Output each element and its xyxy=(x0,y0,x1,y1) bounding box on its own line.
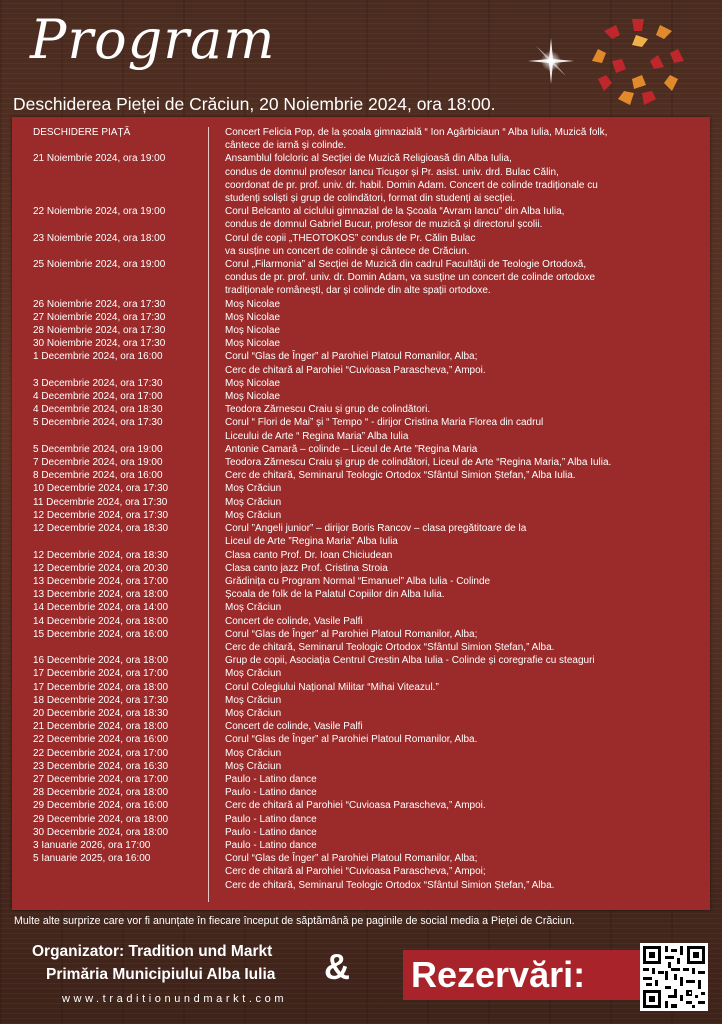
schedule-event: Teodora Zărnescu Craiu și grup de colindători, Liceul de Arte “Regina Maria,” Alba Iulia. xyxy=(225,457,612,469)
schedule-event: Antonie Camară – colinde – Liceul de Arte ”Regina Maria xyxy=(225,443,478,455)
schedule-date: 12 Decembrie 2024, ora 20:30 xyxy=(33,562,169,574)
schedule-row xyxy=(30,733,700,746)
schedule-event: Școala de folk de la Palatul Copiilor din Alba Iulia. xyxy=(225,589,445,601)
schedule-event: Corul Belcanto al ciclului gimnazial de la Școala “Avram Iancu” din Alba Iulia, condus de domnul Gabriel Bucur, profesor de muzică și directorul școlii. xyxy=(225,206,565,231)
schedule-row xyxy=(30,667,700,680)
schedule-event: Paulo - Latino dance xyxy=(225,826,317,838)
schedule-date: 20 Decembrie 2024, ora 18:30 xyxy=(33,707,169,719)
website-link[interactable]: www.traditionundmarkt.com xyxy=(62,993,288,1005)
schedule-event: Moș Nicolae xyxy=(225,391,281,403)
schedule-event: Concert Felicia Pop, de la școala gimnazială “ Ion Agârbiciaun “ Alba Iulia, Muzică folk, cântece de iarnă și colinde. xyxy=(225,127,608,152)
schedule-date: 1 Decembrie 2024, ora 16:00 xyxy=(33,351,163,363)
schedule-event: Clasa canto jazz Prof. Cristina Stroia xyxy=(225,562,388,574)
schedule-event: Paulo - Latino dance xyxy=(225,773,317,785)
schedule-date: 5 Decembrie 2024, ora 19:00 xyxy=(33,443,163,455)
schedule-event: Corul „Filarmonia” al Secției de Muzică din cadrul Facultății de Teologie Ortodoxă, condus de pr. prof. univ. dr. Domin Adam, va susține un concert de colinde ortodoxe tradiționale românești, dar și colinde din alte spații ortodoxe. xyxy=(225,259,596,297)
schedule-date: 22 Decembrie 2024, ora 17:00 xyxy=(33,747,169,759)
schedule-row xyxy=(30,126,700,152)
schedule-row xyxy=(30,813,700,826)
schedule-date: 12 Decembrie 2024, ora 18:30 xyxy=(33,523,169,535)
schedule-date: 29 Decembrie 2024, ora 16:00 xyxy=(33,800,169,812)
organizer-line-1: Organizator: Tradition und Markt xyxy=(32,943,273,960)
schedule-row xyxy=(30,799,700,812)
schedule-event: Corul “Glas de Înger” al Parohiei Platoul Romanilor, Alba; Cerc de chitară al Parohiei “Cuvioasa Parascheva,” Ampoi; Cerc de chitară, Seminarul Teologic Ortodox “Sfântul Simion Ștefan,” Alba. xyxy=(225,853,555,891)
schedule-row xyxy=(30,760,700,773)
schedule-event: Corul “ Flori de Mai” și “ Tempo “ - dirijor Cristina Maria Florea din cadrul Liceului de Arte “ Regina Maria” Alba Iulia xyxy=(225,417,544,442)
schedule-date: 23 Noiembrie 2024, ora 18:00 xyxy=(33,232,166,244)
schedule-date: 4 Decembrie 2024, ora 18:30 xyxy=(33,404,163,416)
schedule-row xyxy=(30,390,700,403)
schedule-row xyxy=(30,615,700,628)
schedule-row xyxy=(30,403,700,416)
schedule-event: Paulo - Latino dance xyxy=(225,787,317,799)
schedule-row xyxy=(30,588,700,601)
schedule-row xyxy=(30,720,700,733)
schedule-date: 13 Decembrie 2024, ora 17:00 xyxy=(33,575,169,587)
schedule-event: Corul ”Angeli junior” – dirijor Boris Rancov – clasa pregătitoare de la Liceul de Arte ”Regina Maria” Alba Iulia xyxy=(225,523,527,548)
schedule-event: Clasa canto Prof. Dr. Ioan Chiciudean xyxy=(225,549,393,561)
schedule-date: 25 Noiembrie 2024, ora 19:00 xyxy=(33,259,166,271)
schedule-row xyxy=(30,311,700,324)
schedule-date: 4 Decembrie 2024, ora 17:00 xyxy=(33,391,163,403)
schedule-date: 12 Decembrie 2024, ora 17:30 xyxy=(33,509,169,521)
schedule-date: 14 Decembrie 2024, ora 14:00 xyxy=(33,602,169,614)
schedule-row xyxy=(30,232,700,258)
schedule-row xyxy=(30,747,700,760)
schedule-row xyxy=(30,416,700,442)
schedule-row xyxy=(30,324,700,337)
schedule-row xyxy=(30,152,700,205)
schedule-row xyxy=(30,575,700,588)
schedule-date: 3 Decembrie 2024, ora 17:30 xyxy=(33,377,163,389)
schedule-event: Moș Crăciun xyxy=(225,694,282,706)
schedule-date: 22 Noiembrie 2024, ora 19:00 xyxy=(33,206,166,218)
schedule-event: Corul de copii „THEOTOKOS” condus de Pr. Călin Bulac va susține un concert de colinde și cântece de Crăciun. xyxy=(225,232,476,257)
schedule-date: 27 Decembrie 2024, ora 17:00 xyxy=(33,773,169,785)
schedule-row xyxy=(30,654,700,667)
schedule-row xyxy=(30,852,700,892)
schedule-date: 30 Decembrie 2024, ora 18:00 xyxy=(33,826,169,838)
schedule-date: 15 Decembrie 2024, ora 16:00 xyxy=(33,628,169,640)
organizer-line-2: Primăria Municipiului Alba Iulia xyxy=(46,966,276,983)
schedule-date: 29 Decembrie 2024, ora 18:00 xyxy=(33,813,169,825)
schedule-event: Moș Nicolae xyxy=(225,338,281,350)
schedule-date: 17 Decembrie 2024, ora 17:00 xyxy=(33,668,169,680)
schedule-date: 12 Decembrie 2024, ora 18:30 xyxy=(33,549,169,561)
schedule-row xyxy=(30,205,700,231)
schedule-event: Moș Nicolae xyxy=(225,377,281,389)
schedule-date: 14 Decembrie 2024, ora 18:00 xyxy=(33,615,169,627)
schedule-event: Moș Crăciun xyxy=(225,760,282,772)
qr-code-icon[interactable] xyxy=(640,943,708,1011)
subtitle: Deschiderea Pieței de Crăciun, 20 Noiembrie 2024, ora 18:00. xyxy=(13,94,496,114)
schedule-date: 21 Decembrie 2024, ora 18:00 xyxy=(33,721,169,733)
schedule-event: Concert de colinde, Vasile Palfi xyxy=(225,615,363,627)
schedule-date: 16 Decembrie 2024, ora 18:00 xyxy=(33,655,169,667)
schedule-date: 5 Ianuarie 2025, ora 16:00 xyxy=(33,853,151,865)
schedule-table xyxy=(30,126,700,892)
schedule-date: 17 Decembrie 2024, ora 18:00 xyxy=(33,681,169,693)
schedule-event: Moș Crăciun xyxy=(225,509,282,521)
schedule-row xyxy=(30,456,700,469)
schedule-row xyxy=(30,839,700,852)
sparkle-icon xyxy=(528,38,574,84)
schedule-row xyxy=(30,628,700,654)
schedule-event: Moș Crăciun xyxy=(225,602,282,614)
schedule-row xyxy=(30,694,700,707)
schedule-event: Moș Crăciun xyxy=(225,668,282,680)
schedule-event: Cerc de chitară, Seminarul Teologic Ortodox “Sfântul Simion Ștefan,” Alba Iulia. xyxy=(225,470,576,482)
schedule-event: Grup de copii, Asociația Centrul Crestin Alba Iulia - Colinde și coregrafie cu steaguri xyxy=(225,655,595,667)
schedule-row xyxy=(30,826,700,839)
schedule-event: Moș Nicolae xyxy=(225,311,281,323)
schedule-row xyxy=(30,258,700,298)
schedule-date: 22 Decembrie 2024, ora 16:00 xyxy=(33,734,169,746)
schedule-row xyxy=(30,298,700,311)
schedule-date: 26 Noiembrie 2024, ora 17:30 xyxy=(33,298,166,310)
schedule-row xyxy=(30,496,700,509)
schedule-row xyxy=(30,562,700,575)
schedule-date: 23 Decembrie 2024, ora 16:30 xyxy=(33,760,169,772)
schedule-event: Moș Crăciun xyxy=(225,707,282,719)
schedule-row xyxy=(30,350,700,376)
ampersand: & xyxy=(324,946,350,987)
schedule-event: Corul “Glas de Înger” al Parohiei Platoul Romanilor, Alba; Cerc de chitară, Seminarul Teologic Ortodox “Sfântul Simion Ștefan,” Alba. xyxy=(225,628,555,653)
schedule-row xyxy=(30,509,700,522)
schedule-event: Moș Crăciun xyxy=(225,747,282,759)
schedule-date: 10 Decembrie 2024, ora 17:30 xyxy=(33,483,169,495)
schedule-date: 5 Decembrie 2024, ora 17:30 xyxy=(33,417,163,429)
schedule-event: Ansamblul folcloric al Secției de Muzică Religioasă din Alba Iulia, condus de domnul profesor Iancu Ticușor și Pr. asist. univ. drd. Bulac Călin, coordonat de pr. prof. univ. dr. habil. Domin Adam. Concert de colinde tradiționale cu studenți soliști și grup de colindători, format din studenți ai secției. xyxy=(225,153,598,205)
schedule-row xyxy=(30,482,700,495)
schedule-date: 30 Noiembrie 2024, ora 17:30 xyxy=(33,338,166,350)
schedule-row xyxy=(30,601,700,614)
schedule-event: Teodora Zărnescu Craiu și grup de colindători. xyxy=(225,404,431,416)
schedule-row xyxy=(30,681,700,694)
schedule-event: Concert de colinde, Vasile Palfi xyxy=(225,721,363,733)
schedule-row xyxy=(30,469,700,482)
schedule-event: Corul “Glas de Înger” al Parohiei Platoul Romanilor, Alba; Cerc de chitară al Parohiei “Cuvioasa Parascheva,” Ampoi. xyxy=(225,351,486,376)
schedule-date: 18 Decembrie 2024, ora 17:30 xyxy=(33,694,169,706)
schedule-event: Moș Nicolae xyxy=(225,325,281,337)
footer-note: Multe alte surprize care vor fi anunțate în fiecare început de săptămână pe paginile de social media a Pieței de Crăciun. xyxy=(14,915,575,927)
schedule-date: 27 Noiembrie 2024, ora 17:30 xyxy=(33,311,166,323)
schedule-panel xyxy=(12,117,710,910)
schedule-event: Corul Colegiului Național Militar “Mihai Viteazul.” xyxy=(225,681,439,693)
schedule-event: Moș Nicolae xyxy=(225,298,281,310)
schedule-date: 28 Noiembrie 2024, ora 17:30 xyxy=(33,325,166,337)
schedule-event: Corul “Glas de Înger” al Parohiei Platoul Romanilor, Alba. xyxy=(225,734,478,746)
schedule-date: DESCHIDERE PIAȚĂ xyxy=(33,127,131,138)
schedule-event: Moș Crăciun xyxy=(225,496,282,508)
schedule-date: 21 Noiembrie 2024, ora 19:00 xyxy=(33,153,166,165)
schedule-date: 28 Decembrie 2024, ora 18:00 xyxy=(33,787,169,799)
page-title: Program xyxy=(30,8,276,71)
schedule-event: Grădinița cu Program Normal “Emanuel” Alba Iulia - Colinde xyxy=(225,575,491,587)
schedule-event: Paulo - Latino dance xyxy=(225,839,317,851)
schedule-event: Moș Crăciun xyxy=(225,483,282,495)
schedule-row xyxy=(30,773,700,786)
schedule-row xyxy=(30,443,700,456)
schedule-row xyxy=(30,377,700,390)
schedule-row xyxy=(30,707,700,720)
reservations-banner: Rezervări: xyxy=(403,950,643,1000)
schedule-event: Cerc de chitară al Parohiei “Cuvioasa Parascheva,” Ampoi. xyxy=(225,800,486,812)
schedule-date: 8 Decembrie 2024, ora 16:00 xyxy=(33,470,163,482)
schedule-event: Paulo - Latino dance xyxy=(225,813,317,825)
schedule-row xyxy=(30,522,700,548)
schedule-row xyxy=(30,337,700,350)
schedule-date: 7 Decembrie 2024, ora 19:00 xyxy=(33,457,163,469)
schedule-date: 13 Decembrie 2024, ora 18:00 xyxy=(33,589,169,601)
schedule-date: 3 Ianuarie 2026, ora 17:00 xyxy=(33,839,151,851)
schedule-row xyxy=(30,786,700,799)
schedule-row xyxy=(30,549,700,562)
schedule-date: 11 Decembrie 2024, ora 17:30 xyxy=(33,496,168,508)
